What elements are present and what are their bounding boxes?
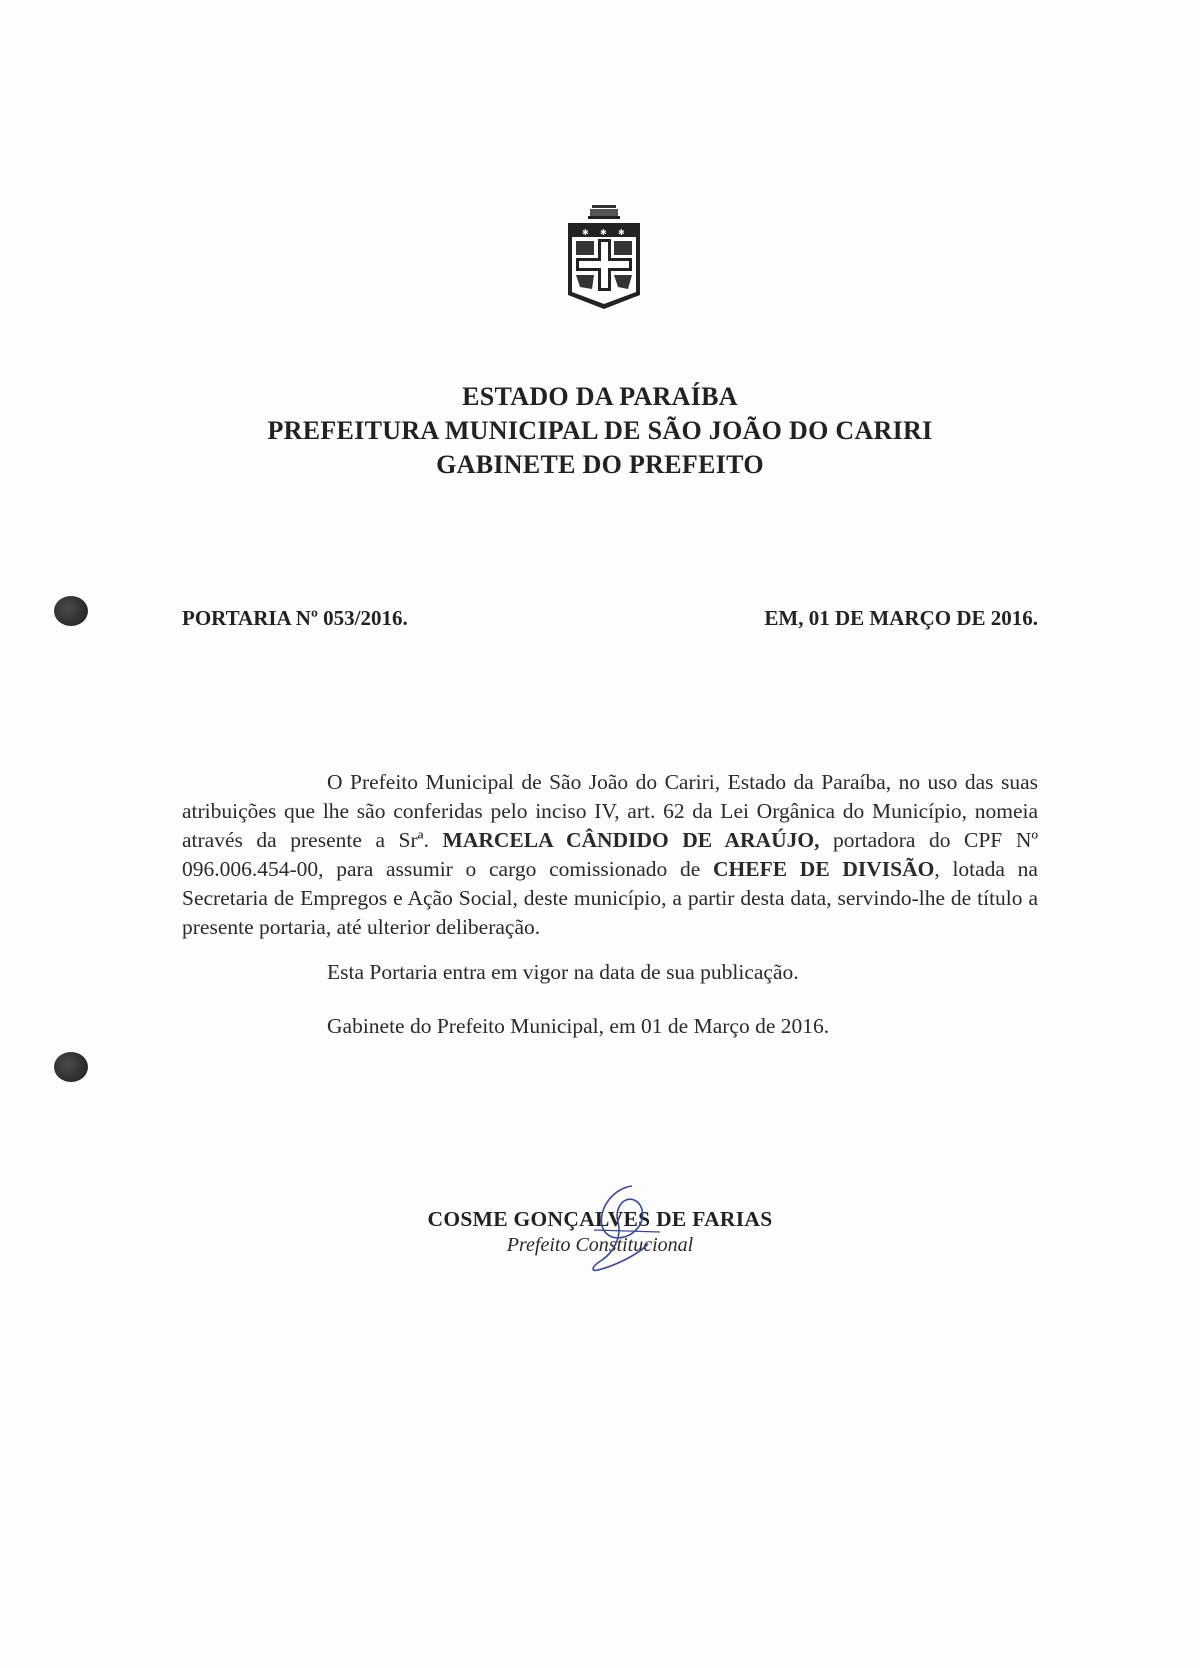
punch-hole-top bbox=[54, 596, 88, 626]
body-paragraph-3: Gabinete do Prefeito Municipal, em 01 de Março de 2016. bbox=[327, 1014, 830, 1038]
letterhead bbox=[0, 380, 1200, 482]
body-text-a: O Prefeito Municipal de São João do Cariri, Estado da Paraíba, no uso das suas atribuições que lhe são conferidas pelo inciso IV, art. 62 da Lei Orgânica do Município, nomeia através da presente a Srª. bbox=[182, 770, 1038, 852]
svg-text:✱: ✱ bbox=[582, 228, 589, 237]
body-text-c: , lotada na Secretaria de Empregos e Ação Social, deste município, a partir desta data, servindo-lhe de título a presente portaria, até ulterior deliberação. bbox=[182, 857, 1038, 939]
portaria-number: PORTARIA Nº 053/2016. bbox=[182, 606, 408, 630]
appointed-role: CHEFE DE DIVISÃO bbox=[713, 857, 935, 881]
body-paragraph-1 bbox=[182, 768, 1038, 942]
body-paragraph-2: Esta Portaria entra em vigor na data de sua publicação. bbox=[327, 960, 799, 984]
portaria-row bbox=[182, 606, 1038, 631]
appointee-name: MARCELA CÂNDIDO DE ARAÚJO, bbox=[442, 828, 820, 852]
portaria-date: EM, 01 DE MARÇO DE 2016. bbox=[764, 606, 1038, 630]
body-text-b: portadora do CPF Nº 096.006.454-00, para assumir o cargo comissionado de bbox=[182, 828, 1039, 881]
svg-text:✱: ✱ bbox=[600, 228, 607, 237]
handwritten-signature bbox=[584, 1178, 670, 1278]
punch-hole-bottom bbox=[54, 1052, 88, 1082]
coat-of-arms-icon bbox=[562, 203, 646, 315]
municipality-name: PREFEITURA MUNICIPAL DE SÃO JOÃO DO CARIRI bbox=[267, 416, 933, 445]
office-name: GABINETE DO PREFEITO bbox=[436, 450, 764, 479]
signer-title: Prefeito Constitucional bbox=[506, 1234, 694, 1256]
state-name: ESTADO DA PARAÍBA bbox=[462, 382, 738, 411]
svg-text:✱: ✱ bbox=[618, 228, 625, 237]
signer-name: COSME GONÇALVES DE FARIAS bbox=[427, 1207, 773, 1231]
